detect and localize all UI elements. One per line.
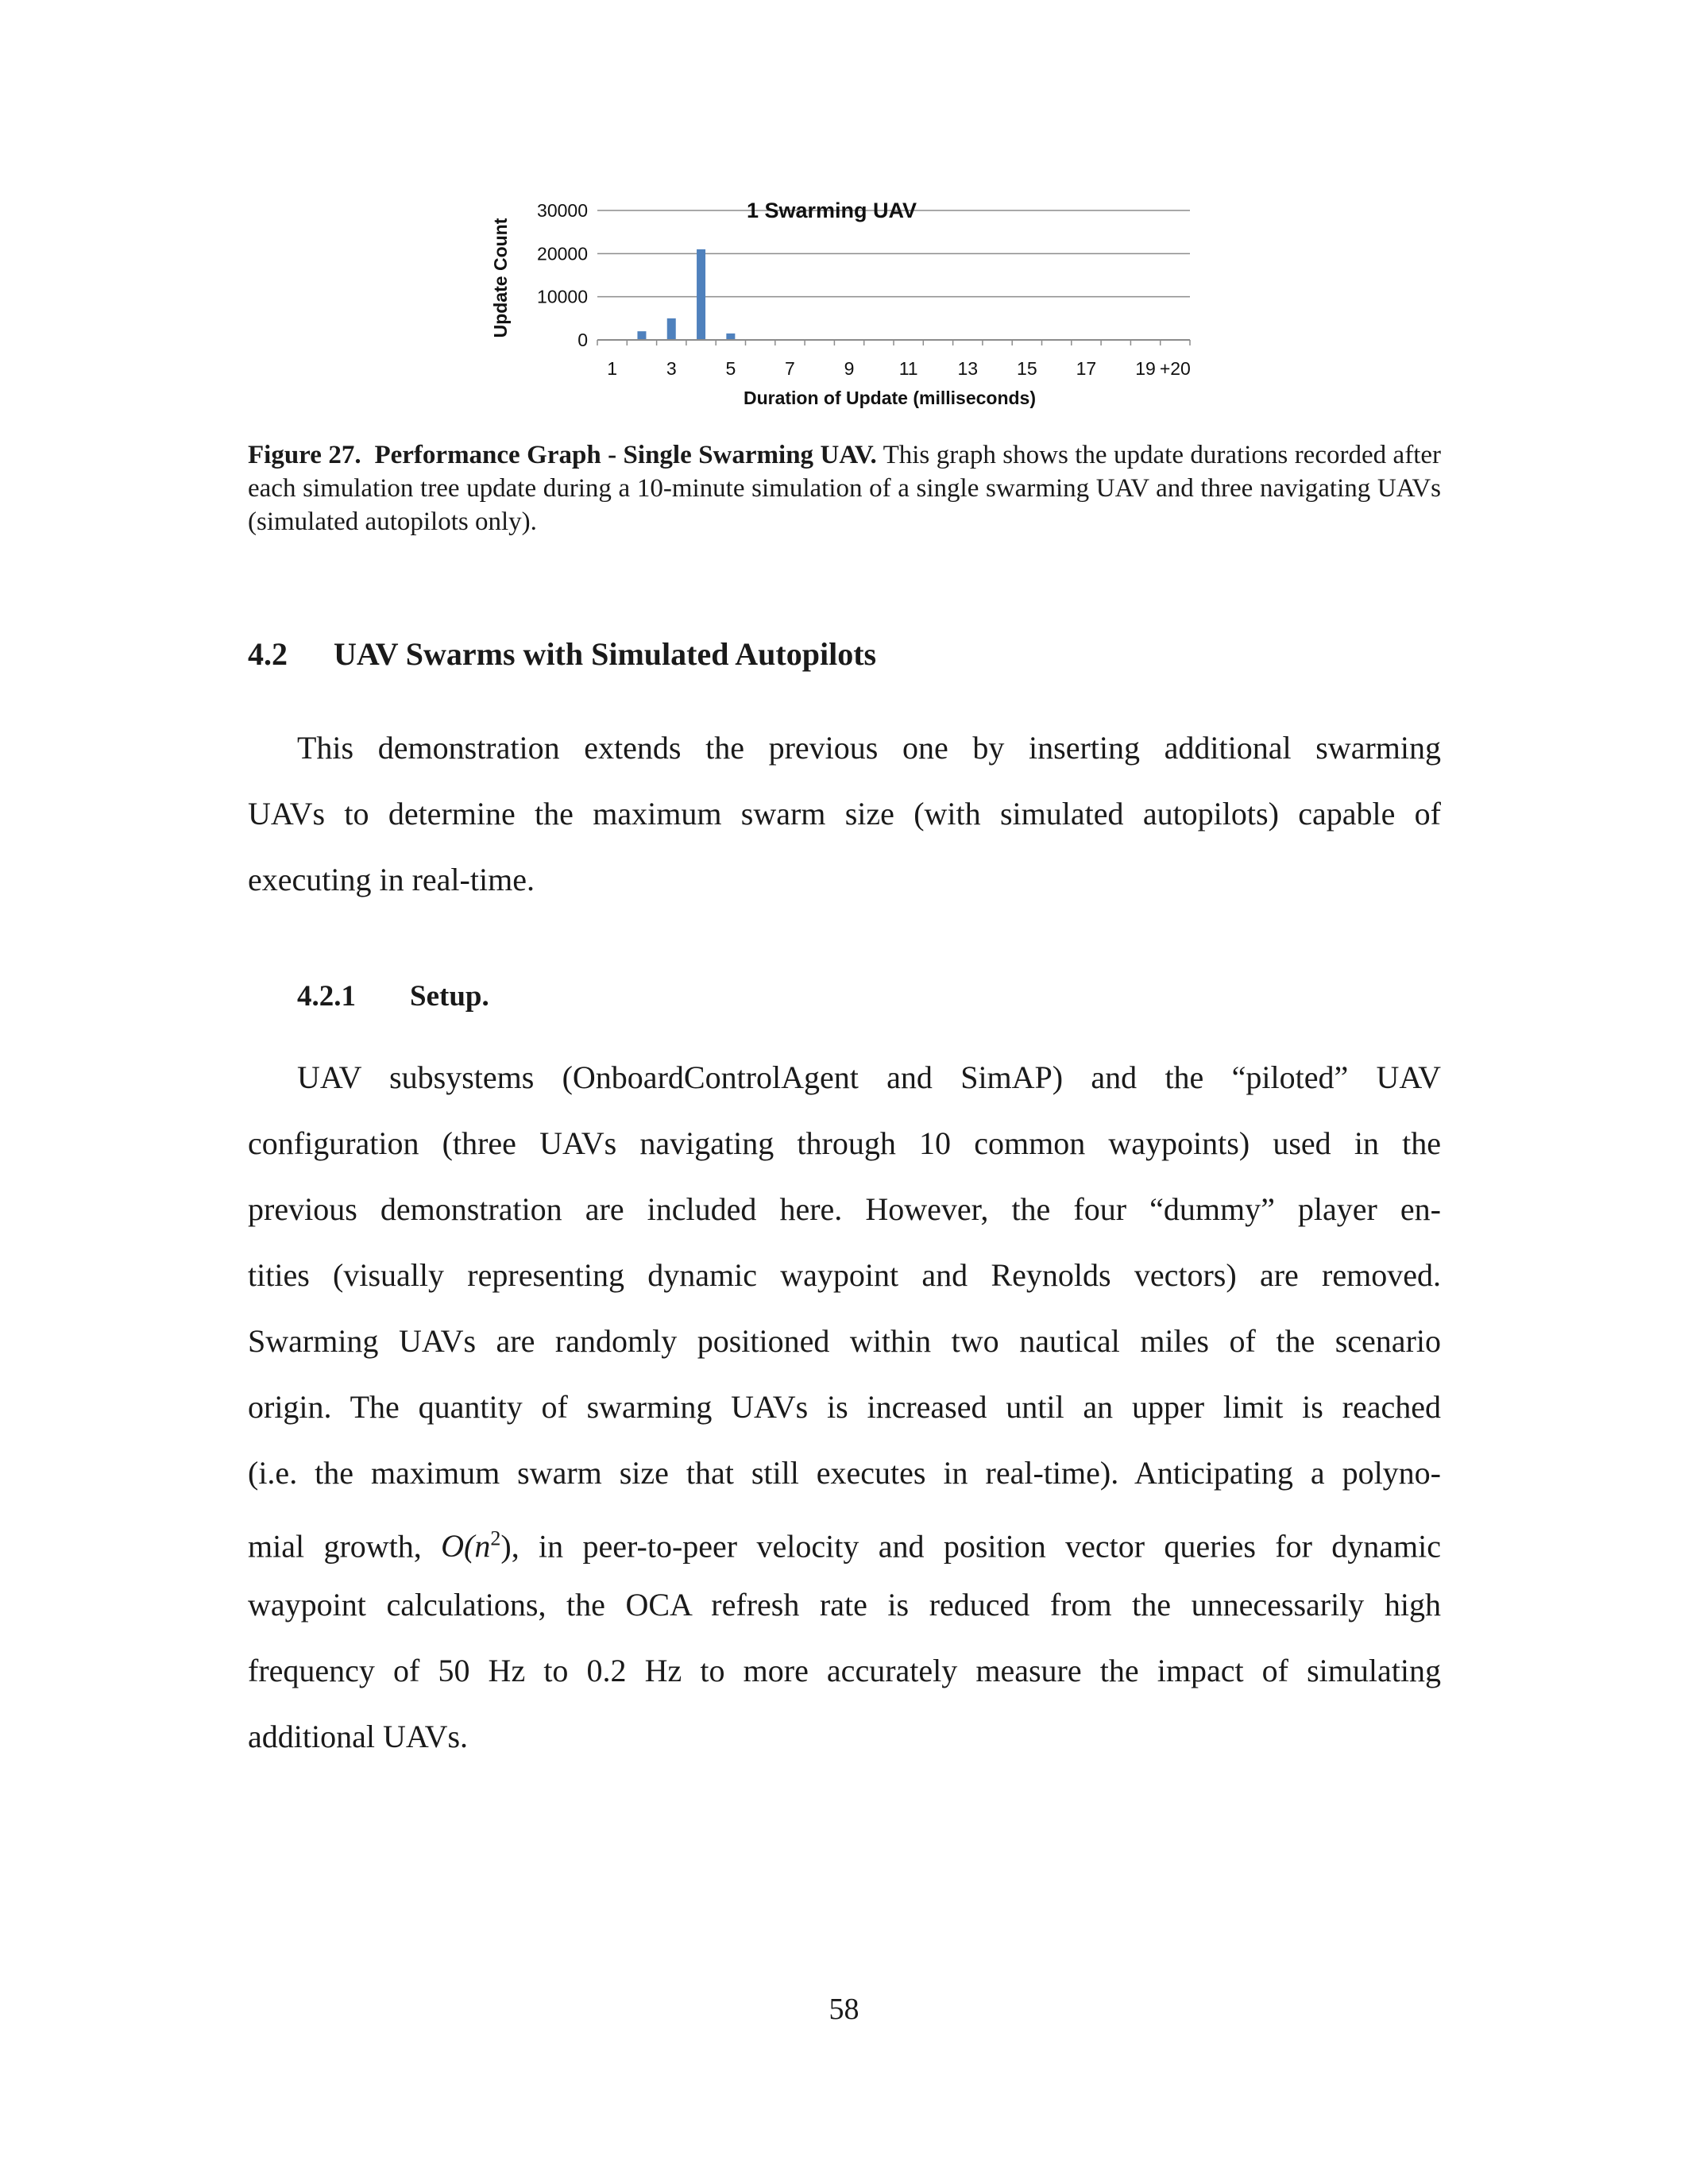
x-tick-label: 11 xyxy=(898,358,918,379)
x-tick-label: 1 xyxy=(607,358,618,379)
paragraph-line: previous demonstration are included here. However, the four “dummy” player en- xyxy=(248,1191,1441,1227)
section-title: UAV Swarms with Simulated Autopilots xyxy=(334,636,877,672)
paragraph-line: UAVs to determine the maximum swarm size (with simulated autopilots) capable of xyxy=(248,796,1441,832)
math-close-paren: ) xyxy=(500,1528,512,1565)
y-tick-label: 20000 xyxy=(537,243,588,264)
x-tick-label: 3 xyxy=(666,358,677,379)
y-tick-label: 0 xyxy=(577,330,588,350)
subsection-paragraph xyxy=(248,1044,1441,1769)
paragraph-line: frequency of 50 Hz to 0.2 Hz to more accurately measure the impact of simulating xyxy=(248,1653,1441,1688)
chart-title: 1 Swarming UAV xyxy=(746,199,917,222)
x-tick-label: 15 xyxy=(1017,358,1037,379)
y-tick-label: 30000 xyxy=(537,200,588,221)
chart-y-tick-labels xyxy=(537,200,588,350)
paragraph-line: configuration (three UAVs navigating through 10 common waypoints) used in the xyxy=(248,1125,1441,1161)
chart-gridlines xyxy=(597,210,1190,297)
text-fragment: , in peer-to-peer velocity and position vector queries for dynamic xyxy=(511,1528,1441,1565)
chart-ylabel: Update Count xyxy=(490,218,511,338)
paragraph-line: waypoint calculations, the OCA refresh rate is reduced from the unnecessarily high xyxy=(248,1587,1441,1623)
text-fragment: mial growth, xyxy=(248,1528,442,1565)
paragraph-line: Swarming UAVs are randomly positioned within two nautical miles of the scenario xyxy=(248,1323,1441,1359)
subsection-number: 4.2.1 xyxy=(297,980,356,1013)
x-tick-label: 19 xyxy=(1135,358,1156,379)
subsection-title: Setup. xyxy=(410,980,489,1013)
bar-3 xyxy=(667,318,676,340)
paragraph-line: additional UAVs. xyxy=(248,1719,469,1754)
x-tick-label: 17 xyxy=(1076,358,1097,379)
x-tick-label: 9 xyxy=(844,358,855,379)
figure-label: Figure 27. xyxy=(248,441,361,469)
section-heading xyxy=(248,635,876,673)
figure-title: Performance Graph - Single Swarming UAV. xyxy=(374,441,877,469)
paragraph-line-with-math xyxy=(248,1506,1441,1572)
paragraph-line: executing in real-time. xyxy=(248,862,535,897)
figure-caption-text: This graph shows the update durations recorded after each simulation tree update during a 10-minute simulation of a single swarming UAV and three navigating UAVs (simulated autopilots only). xyxy=(248,441,1441,536)
section-paragraph xyxy=(248,715,1441,913)
x-tick-label: 13 xyxy=(957,358,979,379)
x-tick-label: +20 xyxy=(1159,358,1191,379)
page-number: 58 xyxy=(829,1993,859,2026)
math-exponent: 2 xyxy=(490,1527,501,1550)
section-number: 4.2 xyxy=(248,636,288,672)
bar-5 xyxy=(726,334,735,340)
performance-bar-chart xyxy=(477,195,1192,421)
bar-2 xyxy=(637,331,646,340)
chart-bars xyxy=(637,249,735,340)
paragraph-line: origin. The quantity of swarming UAVs is increased until an upper limit is reached xyxy=(248,1389,1441,1425)
chart-xlabel: Duration of Update (milliseconds) xyxy=(743,388,1037,408)
x-tick-label: 7 xyxy=(785,358,795,379)
math-big-o xyxy=(441,1528,500,1564)
x-tick-label: 5 xyxy=(725,358,736,379)
paragraph-line: This demonstration extends the previous one by inserting additional swarming xyxy=(297,730,1441,766)
paragraph-line: tities (visually representing dynamic waypoint and Reynolds vectors) are removed. xyxy=(248,1257,1441,1293)
chart-x-tick-labels xyxy=(607,358,1191,379)
subsection-heading xyxy=(297,979,489,1013)
math-base: O(n xyxy=(441,1528,491,1565)
y-tick-label: 10000 xyxy=(537,286,588,307)
paragraph-line: (i.e. the maximum swarm size that still executes in real-time). Anticipating a polyno- xyxy=(248,1455,1441,1491)
bar-4 xyxy=(697,249,705,340)
chart-x-axis xyxy=(597,340,1190,345)
paragraph-line: UAV subsystems (OnboardControlAgent and SimAP) and the “piloted” UAV xyxy=(297,1059,1441,1095)
figure-caption xyxy=(248,438,1441,538)
